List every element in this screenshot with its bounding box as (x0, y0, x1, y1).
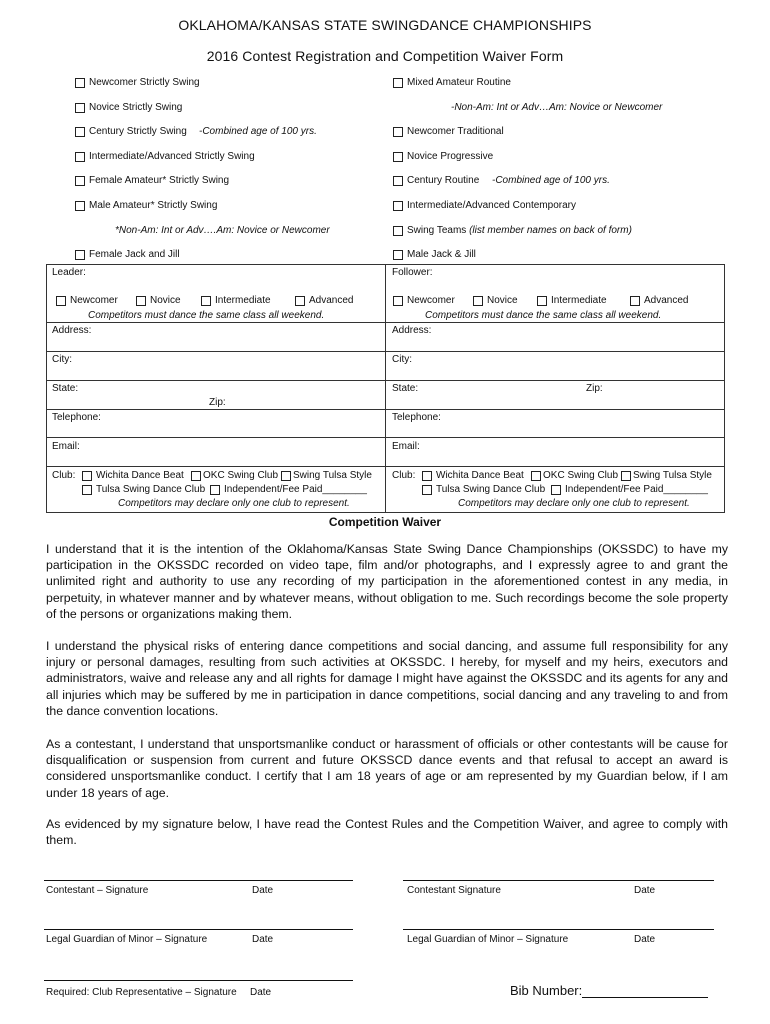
leader-club-label: Club: (52, 470, 76, 481)
leader-telephone-field[interactable]: Telephone: (52, 412, 101, 423)
checkbox-label: Novice (487, 295, 518, 306)
bib-number-field[interactable] (510, 983, 708, 998)
table-rule (46, 437, 725, 438)
follower-club-tulsa-style[interactable] (621, 470, 712, 481)
leader-zip-field[interactable]: Zip: (209, 397, 226, 408)
leader-same-class-note: Competitors must dance the same class all weekend. (88, 310, 325, 321)
table-rule (46, 466, 725, 467)
leader-club-note: Competitors may declare only one club to represent. (118, 498, 350, 509)
form-subtitle: 2016 Contest Registration and Competition Waiver Form (206, 48, 564, 64)
waiver-paragraph-risks: I understand the physical risks of entering dance competitions and social dancing, and assume full responsibility for any injury or personal damages, resulting from such activities at OKSSDC. I hereby, for myself and my heirs, executors and administrators, waive and release any and all rights for damage I might have against the OKSSDC and its agents for any and all injuries which may be suffered by me in participation in dance competitions, social dancing and any traveling to and from the dance convention locations. (46, 639, 728, 718)
checkbox-label: OKC Swing Club (203, 470, 279, 481)
follower-state-field[interactable]: State: (392, 383, 419, 394)
follower-level-novice[interactable] (473, 295, 518, 306)
checkbox-icon (551, 485, 561, 495)
checkbox-swing-teams[interactable] (393, 225, 632, 236)
waiver-paragraph-conduct: As a contestant, I understand that unsportsmanlike conduct or harassment of officials or other contestants will be cause for disqualification or suspension from current and future OKSSCD dance events and that refusal to accept an award is considered unsportsmanlike conduct. I certify that I am 18 years of age or am represented by my Guardian below, if I am under 18 years of age. (46, 737, 728, 800)
contestant-signature-label-left: Contestant – Signature (46, 885, 149, 896)
checkbox-icon (75, 127, 85, 137)
checkbox-label: Century Strictly Swing (89, 126, 187, 137)
guardian-signature-label-left: Legal Guardian of Minor – Signature (46, 934, 208, 945)
follower-field[interactable]: Follower: (392, 267, 433, 278)
checkbox-label: Novice (150, 295, 181, 306)
date-label: Date (250, 987, 272, 998)
table-rule (46, 409, 725, 410)
checkbox-icon (75, 152, 85, 162)
leader-city-field[interactable]: City: (52, 354, 72, 365)
club-rep-signature-label: Required: Club Representative – Signature (46, 987, 237, 998)
club-rep-signature-line[interactable] (44, 980, 353, 981)
checkbox-label: Novice Strictly Swing (89, 102, 183, 113)
leader-level-advanced[interactable] (295, 295, 353, 306)
checkbox-icon (56, 296, 66, 306)
guardian-signature-label-right: Legal Guardian of Minor – Signature (407, 934, 569, 945)
checkbox-icon (393, 78, 403, 88)
leader-level-novice[interactable] (136, 295, 181, 306)
checkbox-label: Independent/Fee Paid________ (224, 484, 367, 495)
checkbox-intermediate-advanced-contemporary[interactable] (393, 200, 576, 211)
follower-club-label: Club: (392, 470, 416, 481)
follower-address-field[interactable]: Address: (392, 325, 432, 336)
checkbox-label: Newcomer Strictly Swing (89, 77, 200, 88)
checkbox-label: Intermediate (551, 295, 607, 306)
checkbox-icon (621, 471, 631, 481)
checkbox-novice-progressive[interactable] (393, 151, 493, 162)
century-note-left: -Combined age of 100 yrs. (199, 126, 317, 137)
bib-number-label: Bib Number: (510, 983, 583, 998)
checkbox-icon (75, 250, 85, 260)
checkbox-male-jack-and-jill[interactable] (393, 249, 476, 260)
date-label: Date (634, 934, 656, 945)
checkbox-intermediate-advanced-strictly-swing[interactable] (75, 151, 255, 162)
checkbox-icon (630, 296, 640, 306)
swing-teams-note: (list member names on back of form) (469, 225, 632, 236)
table-divider (385, 264, 386, 513)
follower-telephone-field[interactable]: Telephone: (392, 412, 441, 423)
guardian-signature-line-right[interactable] (403, 929, 714, 930)
checkbox-label: Swing Teams (407, 225, 467, 236)
leader-level-newcomer[interactable] (56, 295, 118, 306)
follower-level-newcomer[interactable] (393, 295, 455, 306)
checkbox-icon (393, 201, 403, 211)
follower-same-class-note: Competitors must dance the same class all weekend. (425, 310, 662, 321)
amateur-note: *Non-Am: Int or Adv….Am: Novice or Newcomer (115, 225, 330, 236)
leader-level-intermediate[interactable] (201, 295, 271, 306)
checkbox-icon (393, 152, 403, 162)
leader-club-tulsa-swing[interactable] (82, 484, 205, 495)
checkbox-label: Advanced (644, 295, 689, 306)
checkbox-icon (393, 296, 403, 306)
checkbox-icon (422, 471, 432, 481)
leader-email-field[interactable]: Email: (52, 441, 80, 452)
checkbox-icon (393, 226, 403, 236)
follower-club-independent[interactable] (551, 484, 708, 495)
checkbox-icon (422, 485, 432, 495)
checkbox-label: Intermediate (215, 295, 271, 306)
follower-club-wichita[interactable] (422, 470, 524, 481)
checkbox-icon (281, 471, 291, 481)
checkbox-label: Tulsa Swing Dance Club (96, 484, 206, 495)
checkbox-label: Swing Tulsa Style (293, 470, 372, 481)
checkbox-label: Novice Progressive (407, 151, 494, 162)
checkbox-label: Intermediate/Advanced Contemporary (407, 200, 576, 211)
contestant-signature-label-right: Contestant Signature (407, 885, 501, 896)
date-label: Date (252, 934, 274, 945)
century-note-right: -Combined age of 100 yrs. (492, 175, 610, 186)
waiver-paragraph-agreement: As evidenced by my signature below, I have read the Contest Rules and the Competition Waiver, and agree to comply with them. (46, 817, 728, 848)
checkbox-label: Female Amateur* Strictly Swing (89, 175, 230, 186)
checkbox-label: Newcomer Traditional (407, 126, 504, 137)
checkbox-icon (393, 176, 403, 186)
checkbox-label: Female Jack and Jill (89, 249, 180, 260)
follower-club-note: Competitors may declare only one club to represent. (458, 498, 690, 509)
bib-number-line[interactable] (582, 983, 708, 998)
checkbox-label: OKC Swing Club (543, 470, 619, 481)
checkbox-icon (75, 103, 85, 113)
checkbox-male-amateur[interactable] (75, 200, 217, 211)
checkbox-icon (201, 296, 211, 306)
checkbox-icon (191, 471, 201, 481)
checkbox-icon (531, 471, 541, 481)
checkbox-label: Tulsa Swing Dance Club (436, 484, 546, 495)
checkbox-century-strictly-swing[interactable] (75, 126, 187, 137)
guardian-signature-line-left[interactable] (44, 929, 353, 930)
checkbox-label: Independent/Fee Paid________ (565, 484, 708, 495)
leader-field[interactable]: Leader: (52, 267, 86, 278)
checkbox-icon (537, 296, 547, 306)
checkbox-newcomer-strictly-swing[interactable] (75, 77, 200, 88)
checkbox-label: Wichita Dance Beat (436, 470, 524, 481)
follower-email-field[interactable]: Email: (392, 441, 420, 452)
follower-level-intermediate[interactable] (537, 295, 607, 306)
checkbox-icon (473, 296, 483, 306)
table-rule (46, 322, 725, 323)
date-label: Date (634, 885, 656, 896)
checkbox-icon (75, 176, 85, 186)
follower-city-field[interactable]: City: (392, 354, 412, 365)
date-label: Date (252, 885, 274, 896)
nonam-note: -Non-Am: Int or Adv…Am: Novice or Newcomer (451, 102, 663, 113)
checkbox-label: Male Amateur* Strictly Swing (89, 200, 218, 211)
checkbox-female-jack-and-jill[interactable] (75, 249, 180, 260)
contestant-signature-line-right[interactable] (403, 880, 714, 881)
checkbox-female-amateur[interactable] (75, 175, 229, 186)
leader-address-field[interactable]: Address: (52, 325, 92, 336)
checkbox-label: Male Jack & Jill (407, 249, 476, 260)
checkbox-label: Swing Tulsa Style (633, 470, 712, 481)
follower-club-tulsa-swing[interactable] (422, 484, 545, 495)
checkbox-icon (393, 127, 403, 137)
checkbox-icon (82, 471, 92, 481)
leader-club-tulsa-style[interactable] (281, 470, 372, 481)
checkbox-icon (82, 485, 92, 495)
checkbox-icon (210, 485, 220, 495)
table-rule (46, 351, 725, 352)
waiver-heading: Competition Waiver (328, 515, 442, 529)
checkbox-icon (75, 78, 85, 88)
table-rule (46, 380, 725, 381)
leader-state-field[interactable]: State: (52, 383, 79, 394)
checkbox-icon (393, 250, 403, 260)
checkbox-label: Newcomer (407, 295, 455, 306)
checkbox-newcomer-traditional[interactable] (393, 126, 504, 137)
checkbox-icon (136, 296, 146, 306)
checkbox-label: Intermediate/Advanced Strictly Swing (89, 151, 255, 162)
leader-club-independent[interactable] (210, 484, 367, 495)
follower-club-okc[interactable] (531, 470, 618, 481)
checkbox-mixed-amateur-routine[interactable] (393, 77, 511, 88)
leader-club-okc[interactable] (191, 470, 278, 481)
checkbox-novice-strictly-swing[interactable] (75, 102, 182, 113)
leader-club-wichita[interactable] (82, 470, 184, 481)
checkbox-label: Advanced (309, 295, 354, 306)
follower-level-advanced[interactable] (630, 295, 688, 306)
form-title: OKLAHOMA/KANSAS STATE SWINGDANCE CHAMPIONSHIPS (178, 17, 592, 33)
checkbox-label: Mixed Amateur Routine (407, 77, 511, 88)
contestant-signature-line-left[interactable] (44, 880, 353, 881)
checkbox-icon (295, 296, 305, 306)
checkbox-label: Newcomer (70, 295, 118, 306)
checkbox-century-routine[interactable] (393, 175, 479, 186)
checkbox-label: Wichita Dance Beat (96, 470, 184, 481)
follower-zip-field[interactable]: Zip: (586, 383, 603, 394)
waiver-paragraph-recording: I understand that it is the intention of the Oklahoma/Kansas State Swing Dance Championships (OKSSDC) to have my participation in the OKSSDC recorded on video tape, film and/or photographs, and I expressly agree to and grant the unlimited right and authority to use any recording of my participation in the aforementioned contest in any media, in perpetuity, in whatever manner and by whatever means, without obligation to me. Such recordings become the sole property of the persons or organizations making them. (46, 542, 728, 621)
checkbox-label: Century Routine (407, 175, 480, 186)
checkbox-icon (75, 201, 85, 211)
